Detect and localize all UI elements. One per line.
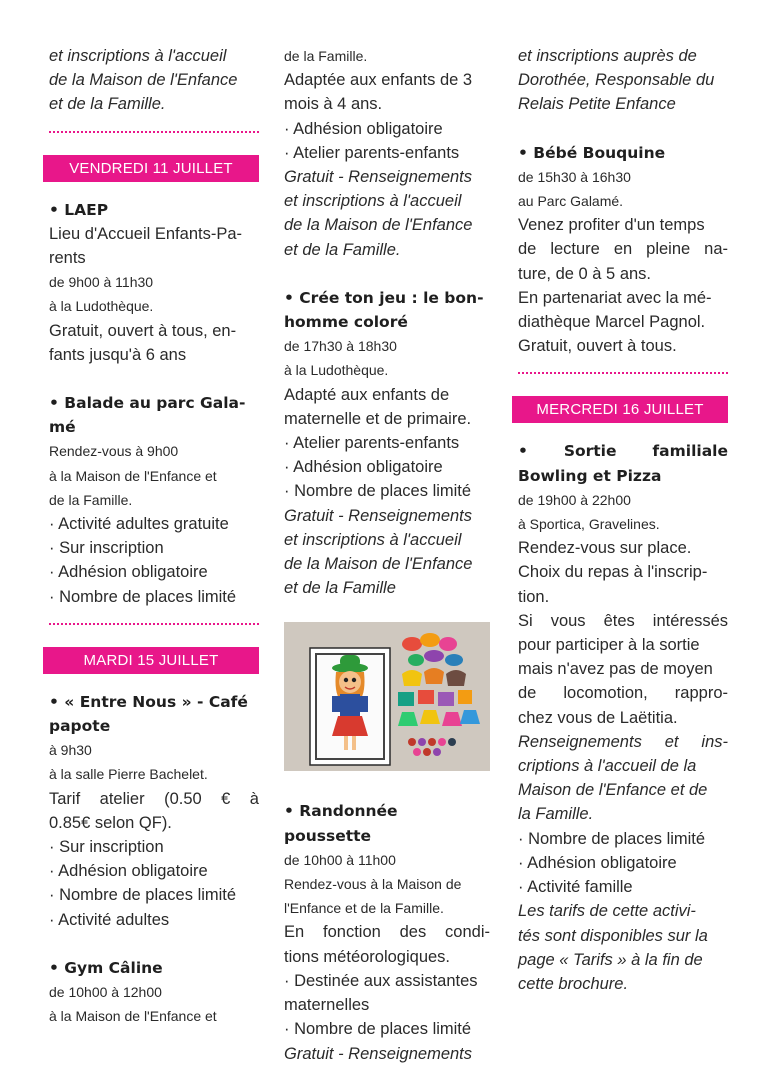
event-text: 0.85€ selon QF). — [49, 813, 172, 832]
event-text: En fonction des condi- — [284, 923, 490, 942]
list-item: · Activité adultes gratuite — [49, 515, 229, 534]
event-rdv: Rendez-vous à la Maison de — [284, 876, 462, 893]
list-item: · Sur inscription — [49, 838, 164, 857]
info-line: et inscriptions à l'accueil — [284, 192, 462, 211]
info-line: et de la Famille. — [284, 240, 401, 259]
event-text: mais n'avez pas de moyen — [518, 660, 713, 679]
event-text: tion. — [518, 587, 550, 606]
event-text: tions météorologiques. — [284, 947, 451, 966]
event-time: de 17h30 à 18h30 — [284, 338, 397, 355]
intro-line: Relais Petite Enfance — [518, 95, 676, 114]
craft-doll-photo — [284, 622, 490, 771]
event-text: Lieu d'Accueil Enfants-Pa- — [49, 224, 243, 243]
dotted-divider — [49, 623, 259, 625]
event-time: de 19h00 à 22h00 — [518, 491, 631, 508]
date-banner-vendredi: VENDREDI 11 JUILLET — [43, 155, 259, 182]
event-text: Tarif atelier (0.50 € à — [49, 789, 259, 808]
event-text: ture, de 0 à 5 ans. — [518, 264, 652, 283]
event-title-laep: • LAEP — [49, 200, 109, 219]
event-title-randonnee: • Randonnée poussette — [284, 802, 398, 845]
intro-line: Dorothée, Responsable du — [518, 71, 715, 90]
list-item: · Destinée aux assistantes — [284, 971, 478, 990]
event-text: de locomotion, rappro- — [518, 684, 728, 703]
event-place: à la Ludothèque. — [49, 298, 154, 315]
event-text: chez vous de Laëtitia. — [518, 708, 678, 727]
event-text: diathèque Marcel Pagnol. — [518, 313, 706, 332]
list-item: · Adhésion obligatoire — [49, 563, 208, 582]
list-item: · Nombre de places limité — [284, 482, 472, 501]
column-3 — [518, 44, 728, 996]
date-banner-mercredi: MERCREDI 16 JUILLET — [512, 396, 728, 423]
event-place: à la Maison de l'Enfance et — [49, 467, 217, 484]
event-place: à la Ludothèque. — [284, 362, 389, 379]
event-title-jeu: • Crée ton jeu : le bon- — [284, 288, 484, 307]
event-text: En partenariat avec la mé- — [518, 288, 712, 307]
info-line: Gratuit - Renseignements — [284, 168, 473, 187]
list-item: · Adhésion obligatoire — [284, 458, 443, 477]
event-title-bebe-bouquine: • Bébé Bouquine — [518, 143, 666, 162]
event-title-entre-nous: • « Entre Nous » - Café — [49, 692, 248, 711]
list-item: · Adhésion obligatoire — [284, 119, 443, 138]
info-line: Gratuit - Renseignements — [284, 506, 473, 525]
event-text: Si vous êtes intéressés — [518, 611, 728, 630]
intro-line: et inscriptions auprès de — [518, 47, 697, 65]
info-line: de la Maison de l'Enfance — [284, 216, 473, 235]
list-item: · Atelier parents-enfants — [284, 143, 460, 162]
intro-line: de la Maison de l'Enfance — [49, 71, 238, 90]
tarifs-note: Les tarifs de cette activi- — [518, 902, 696, 921]
info-line: criptions à l'accueil de la — [518, 757, 697, 776]
list-item: · Atelier parents-enfants — [284, 434, 460, 453]
tarifs-note: cette brochure. — [518, 974, 629, 993]
event-title-balade: mé — [49, 418, 76, 437]
event-title-sortie: • Sortie familiale — [518, 442, 728, 461]
event-place: à Sportica, Gravelines. — [518, 516, 660, 533]
event-time: de 10h00 à 11h00 — [284, 851, 396, 868]
event-time: de 15h30 à 16h30 — [518, 168, 631, 185]
list-item: · Sur inscription — [49, 539, 164, 558]
info-line: la Famille. — [518, 805, 594, 824]
info-line: de la Maison de l'Enfance — [284, 555, 473, 574]
event-time: de 10h00 à 12h00 — [49, 984, 162, 1001]
dotted-divider — [518, 372, 728, 374]
event-text: de lecture en pleine na- — [518, 240, 728, 259]
event-rdv: l'Enfance et de la Famille. — [284, 900, 444, 917]
event-title-entre-nous: papote — [49, 717, 111, 736]
event-text: mois à 4 ans. — [284, 95, 383, 114]
event-text: rents — [49, 249, 86, 268]
event-text: Gratuit, ouvert à tous. — [518, 337, 677, 356]
dotted-divider — [49, 131, 259, 133]
event-text: de la Famille. — [284, 48, 368, 64]
list-item: · Nombre de places limité — [518, 829, 706, 848]
event-title-balade: • Balade au parc Gala- — [49, 394, 246, 413]
event-text: Choix du repas à l'inscrip- — [518, 563, 708, 582]
info-line: Maison de l'Enfance et de — [518, 781, 708, 800]
event-title-gym: • Gym Câline — [49, 958, 163, 977]
list-item: · Activité famille — [518, 878, 633, 897]
info-line: et de la Famille — [284, 579, 396, 598]
tarifs-note: tés sont disponibles sur la — [518, 926, 708, 945]
column-1 — [49, 44, 259, 1029]
intro-line: et inscriptions à l'accueil — [49, 47, 227, 65]
event-time: à 9h30 — [49, 742, 92, 759]
event-text: fants jusqu'à 6 ans — [49, 345, 187, 364]
event-time: de 9h00 à 11h30 — [49, 274, 154, 291]
event-title-jeu: homme coloré — [284, 313, 408, 332]
info-line: et inscriptions à l'accueil — [284, 530, 462, 549]
event-text: Venez profiter d'un temps — [518, 216, 705, 235]
info-line: Renseignements et ins- — [518, 732, 728, 751]
event-text: maternelle et de primaire. — [284, 409, 472, 428]
craft-doll-icon — [284, 622, 490, 771]
info-line: Gratuit - Renseignements — [284, 1044, 473, 1063]
list-item: · Adhésion obligatoire — [518, 853, 677, 872]
list-item: · Activité adultes — [49, 910, 170, 929]
date-banner-mardi: MARDI 15 JUILLET — [43, 647, 259, 674]
event-text: Adaptée aux enfants de 3 — [284, 71, 473, 90]
list-item: · Nombre de places limité — [49, 587, 237, 606]
event-title-sortie: Bowling et Pizza — [518, 466, 662, 485]
event-text: pour participer à la sortie — [518, 636, 700, 655]
intro-line: et de la Famille. — [49, 95, 166, 114]
list-item: · Nombre de places limité — [49, 886, 237, 905]
event-place: au Parc Galamé. — [518, 193, 624, 210]
event-text: Adapté aux enfants de — [284, 385, 450, 404]
column-2 — [284, 44, 490, 1066]
event-rdv: Rendez-vous à 9h00 — [49, 443, 179, 460]
tarifs-note: page « Tarifs » à la fin de — [518, 950, 703, 969]
event-place: à la Maison de l'Enfance et — [49, 1008, 217, 1025]
event-place: de la Famille. — [49, 491, 133, 508]
event-text: Gratuit, ouvert à tous, en- — [49, 321, 237, 340]
list-item: · Nombre de places limité — [284, 1020, 472, 1039]
list-item: maternelles — [284, 996, 370, 1015]
event-place: à la salle Pierre Bachelet. — [49, 766, 208, 783]
list-item: · Adhésion obligatoire — [49, 862, 208, 881]
event-text: Rendez-vous sur place. — [518, 539, 692, 558]
